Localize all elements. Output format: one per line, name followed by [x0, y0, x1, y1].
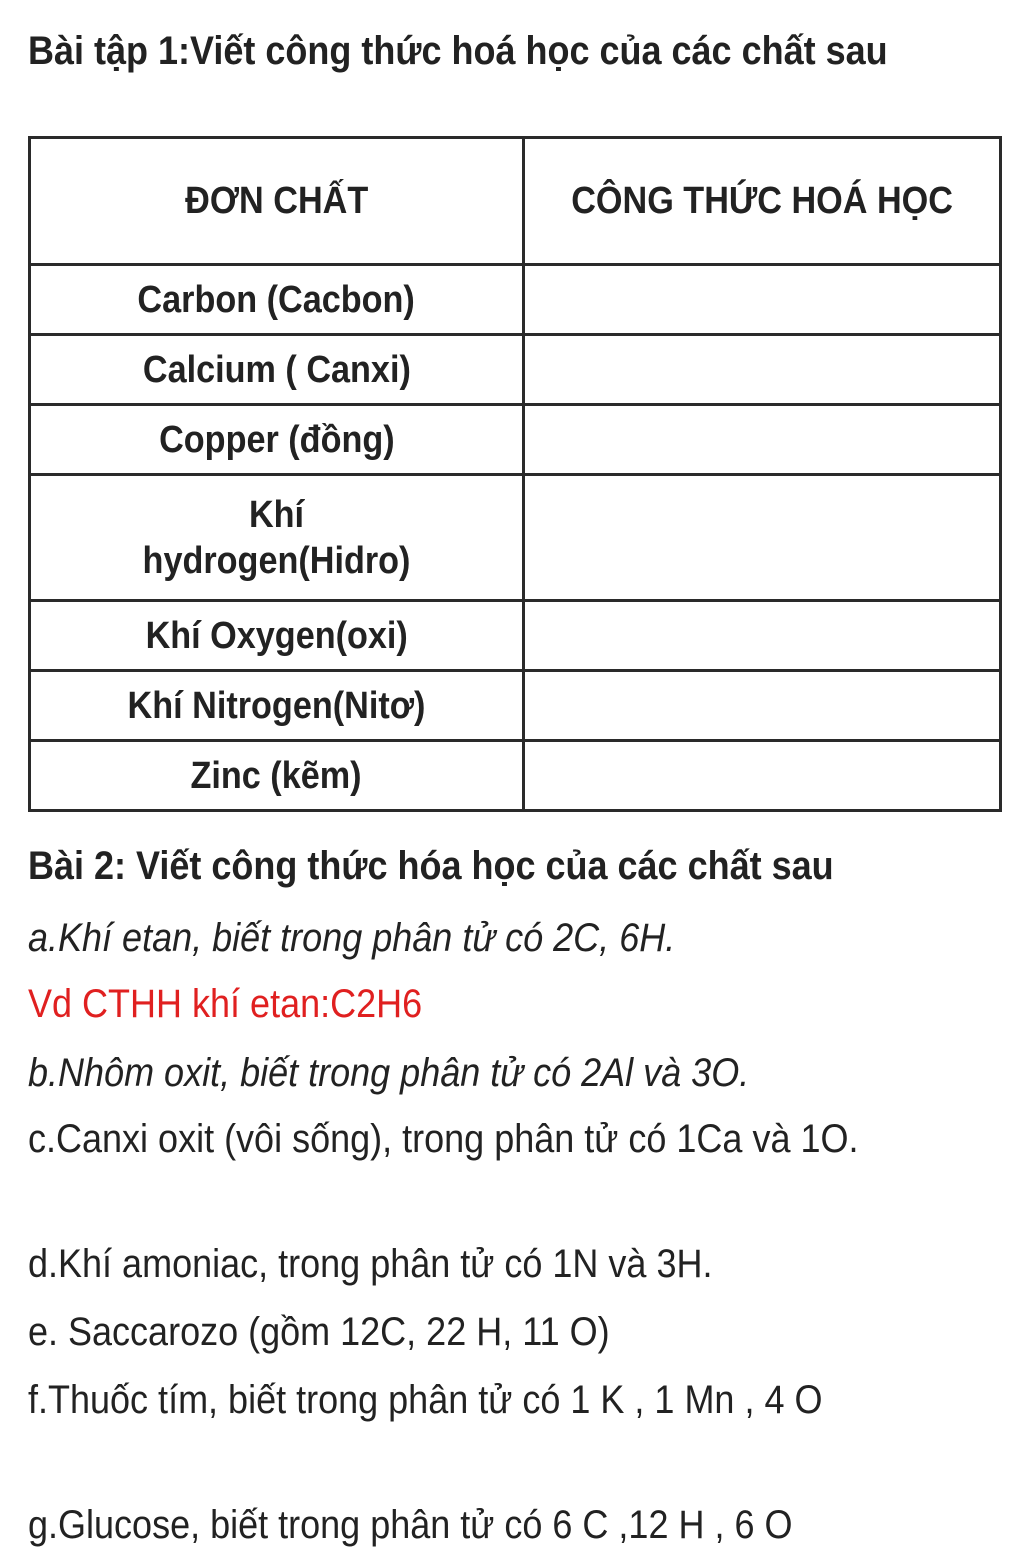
header-element: ĐƠN CHẤT [30, 138, 524, 265]
table-row [30, 741, 1001, 811]
exercise-1-title: Bài tập 1:Viết công thức hoá học của các chất sau [28, 29, 888, 73]
element-name-cell: Carbon (Cacbon) [30, 265, 524, 335]
item-d: d.Khí amoniac, trong phân tử có 1N và 3H. [28, 1242, 713, 1286]
element-name-cell: Khí Nitrogen(Nitơ) [30, 671, 524, 741]
header-formula: CÔNG THỨC HOÁ HỌC [524, 138, 1001, 265]
table-row [30, 671, 1001, 741]
formula-cell[interactable] [524, 335, 1001, 405]
formula-cell[interactable] [524, 741, 1001, 811]
table-row [30, 335, 1001, 405]
item-g: g.Glucose, biết trong phân tử có 6 C ,12 H , 6 O [28, 1503, 793, 1547]
item-a: a.Khí etan, biết trong phân tử có 2C, 6H. [28, 916, 676, 960]
element-name-cell: Khí Oxygen(oxi) [30, 601, 524, 671]
element-name-cell: Calcium ( Canxi) [30, 335, 524, 405]
table-row [30, 405, 1001, 475]
element-name-cell: Copper (đồng) [30, 405, 524, 475]
exercise-2-title: Bài 2: Viết công thức hóa học của các chất sau [28, 844, 834, 888]
table-header-row [30, 138, 1001, 265]
table-row [30, 265, 1001, 335]
item-f: f.Thuốc tím, biết trong phân tử có 1 K , 1 Mn , 4 O [28, 1378, 823, 1422]
table-row [30, 475, 1001, 601]
element-name-cell: Zinc (kẽm) [30, 741, 524, 811]
formula-cell[interactable] [524, 475, 1001, 601]
formula-cell[interactable] [524, 405, 1001, 475]
table-row [30, 601, 1001, 671]
item-c: c.Canxi oxit (vôi sống), trong phân tử có 1Ca và 1O. [28, 1117, 859, 1161]
item-b: b.Nhôm oxit, biết trong phân tử có 2Al và 3O. [28, 1051, 750, 1095]
example-line: Vd CTHH khí etan:C2H6 [28, 982, 423, 1026]
formula-cell[interactable] [524, 265, 1001, 335]
elements-table [28, 136, 1002, 812]
item-e: e. Saccarozo (gồm 12C, 22 H, 11 O) [28, 1310, 610, 1354]
element-name-cell: Khí hydrogen(Hidro) [30, 475, 524, 601]
formula-cell[interactable] [524, 671, 1001, 741]
formula-cell[interactable] [524, 601, 1001, 671]
